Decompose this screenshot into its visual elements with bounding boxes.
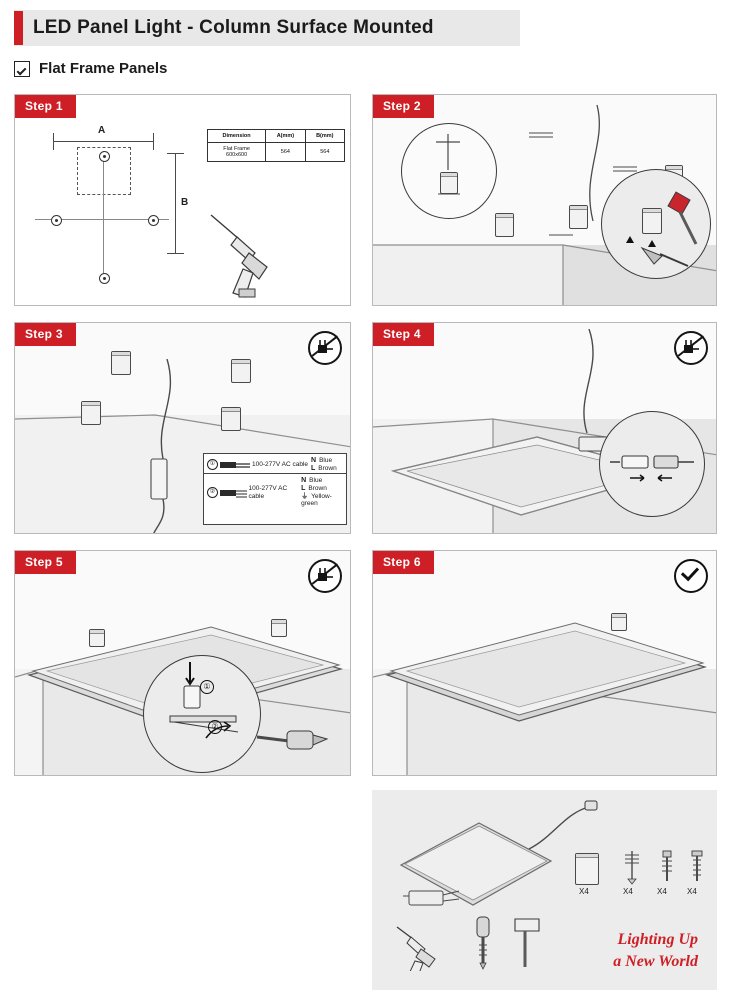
locking-detail-icon — [144, 656, 260, 772]
panel-step-2 — [372, 94, 717, 306]
dimension-line-b — [175, 153, 176, 253]
detail-circle-left — [401, 123, 497, 219]
wire-1-l-color: Brown — [318, 464, 337, 472]
column-mount-6a — [611, 613, 627, 631]
drill-hole-right — [148, 215, 159, 226]
power-drill-icon — [193, 201, 303, 306]
subtitle-row — [14, 60, 167, 77]
qty-screw: X4 — [687, 887, 697, 896]
page-title-bar — [14, 10, 520, 46]
hammer-icon — [505, 915, 549, 971]
wire-2-n-color: Blue — [309, 477, 323, 485]
qty-column-mount: X4 — [579, 887, 589, 896]
three-wire-cable-icon — [220, 487, 247, 499]
wiring-option-1-number: ① — [207, 459, 218, 470]
kit-screw — [685, 849, 709, 885]
callout-number-2: ② — [208, 720, 222, 734]
column-mount-5b — [271, 619, 287, 637]
screwdriver-icon-5 — [253, 719, 333, 765]
wire-2-l-code: L — [301, 485, 306, 493]
checkmark-icon — [681, 563, 699, 582]
kit-anchor — [655, 849, 679, 885]
dimension-line-a — [53, 141, 153, 142]
detail-circle-locking — [143, 655, 261, 773]
screwdriver-icon — [465, 915, 501, 973]
drill-hole-left — [51, 215, 62, 226]
wire-2-e-code: ⏚ — [301, 492, 309, 500]
dimension-tick-b-top — [167, 153, 184, 154]
wiring-option-2-number: ② — [207, 487, 218, 498]
cell-a-value: 564 — [266, 143, 305, 162]
subtitle-text: Flat Frame Panels — [39, 60, 168, 77]
slogan-line-1: Lighting Up — [617, 931, 698, 948]
slogan-line-2: a New World — [613, 953, 698, 970]
panel-step-3 — [14, 322, 351, 534]
dimension-label-b: B — [181, 197, 189, 208]
panel-step-6 — [372, 550, 717, 776]
page-title: LED Panel Light - Column Surface Mounted — [33, 17, 434, 38]
panel-step-1 — [14, 94, 351, 306]
wire-2-e-color: Yellow-green — [301, 492, 332, 508]
kit-column-mount — [575, 853, 599, 885]
wiring-legend — [203, 453, 347, 525]
panel-step-4 — [372, 322, 717, 534]
title-accent-bar — [14, 11, 23, 45]
dimension-tick-b-bottom — [167, 253, 184, 254]
column-mount-a — [495, 213, 514, 237]
wiring-option-1 — [204, 454, 346, 473]
table-row — [208, 143, 345, 162]
step-label-3: Step 3 — [15, 323, 76, 346]
detail-column — [440, 172, 458, 194]
no-power-badge-step4 — [674, 331, 708, 365]
kit-bracket — [619, 849, 645, 885]
parts-kit-panel — [372, 790, 717, 990]
wire-2-n-code: N — [301, 477, 307, 485]
table-header-b: B(mm) — [305, 130, 344, 143]
wiring-option-2 — [204, 473, 346, 509]
detail-left-lines — [402, 124, 496, 218]
step-label-5: Step 5 — [15, 551, 76, 574]
column-mount-5a — [89, 629, 105, 647]
step-label-4: Step 4 — [373, 323, 434, 346]
cell-flat-frame: Flat Frame 600x600 — [208, 143, 266, 162]
dimension-label-a: A — [98, 125, 106, 136]
step-label-2: Step 2 — [373, 95, 434, 118]
dimension-tick-a-right — [153, 133, 154, 150]
qty-anchor: X4 — [657, 887, 667, 896]
panel-step-5 — [14, 550, 351, 776]
arrow-up-2 — [648, 240, 656, 247]
detail-column-2 — [642, 208, 662, 234]
wire-2-l-color: Brown — [308, 485, 327, 493]
detail-circle-right — [601, 169, 711, 279]
column-mount-3c — [81, 401, 101, 425]
table-header-a: A(mm) — [266, 130, 305, 143]
callout-number-1: ① — [200, 680, 214, 694]
detail-circle-connector — [599, 411, 705, 517]
dimension-tick-a-left — [53, 133, 54, 150]
drill-hole-top — [99, 151, 110, 162]
led-panel-installed-6 — [379, 593, 715, 733]
no-power-badge-step3 — [308, 331, 342, 365]
wire-1-n-color: Blue — [319, 457, 333, 464]
kit-driver-box — [403, 883, 463, 917]
qty-bracket: X4 — [623, 887, 633, 896]
wiring-option-2-cable: 100-277V AC cable — [248, 484, 288, 500]
step-label-1: Step 1 — [15, 95, 76, 118]
kit-panel-cable — [523, 797, 603, 857]
drill-icon — [393, 919, 453, 971]
connector-detail-icon — [600, 412, 704, 516]
arrow-up-1 — [626, 236, 634, 243]
table-header-dimension: Dimension — [208, 130, 266, 143]
center-line-vertical — [103, 151, 104, 277]
wire-1-l-code: L — [311, 464, 316, 472]
no-power-badge-step5 — [308, 559, 342, 593]
dimension-table — [207, 129, 345, 162]
step-label-6: Step 6 — [373, 551, 434, 574]
checkmark-box-icon — [14, 61, 30, 77]
approved-badge-step6 — [674, 559, 708, 593]
two-wire-cable-icon — [220, 459, 250, 471]
drill-hole-bottom — [99, 273, 110, 284]
cell-b-value: 564 — [305, 143, 344, 162]
wire-1-n-code: N — [311, 457, 317, 464]
wiring-option-1-cable: 100-277V AC cable — [252, 460, 309, 468]
